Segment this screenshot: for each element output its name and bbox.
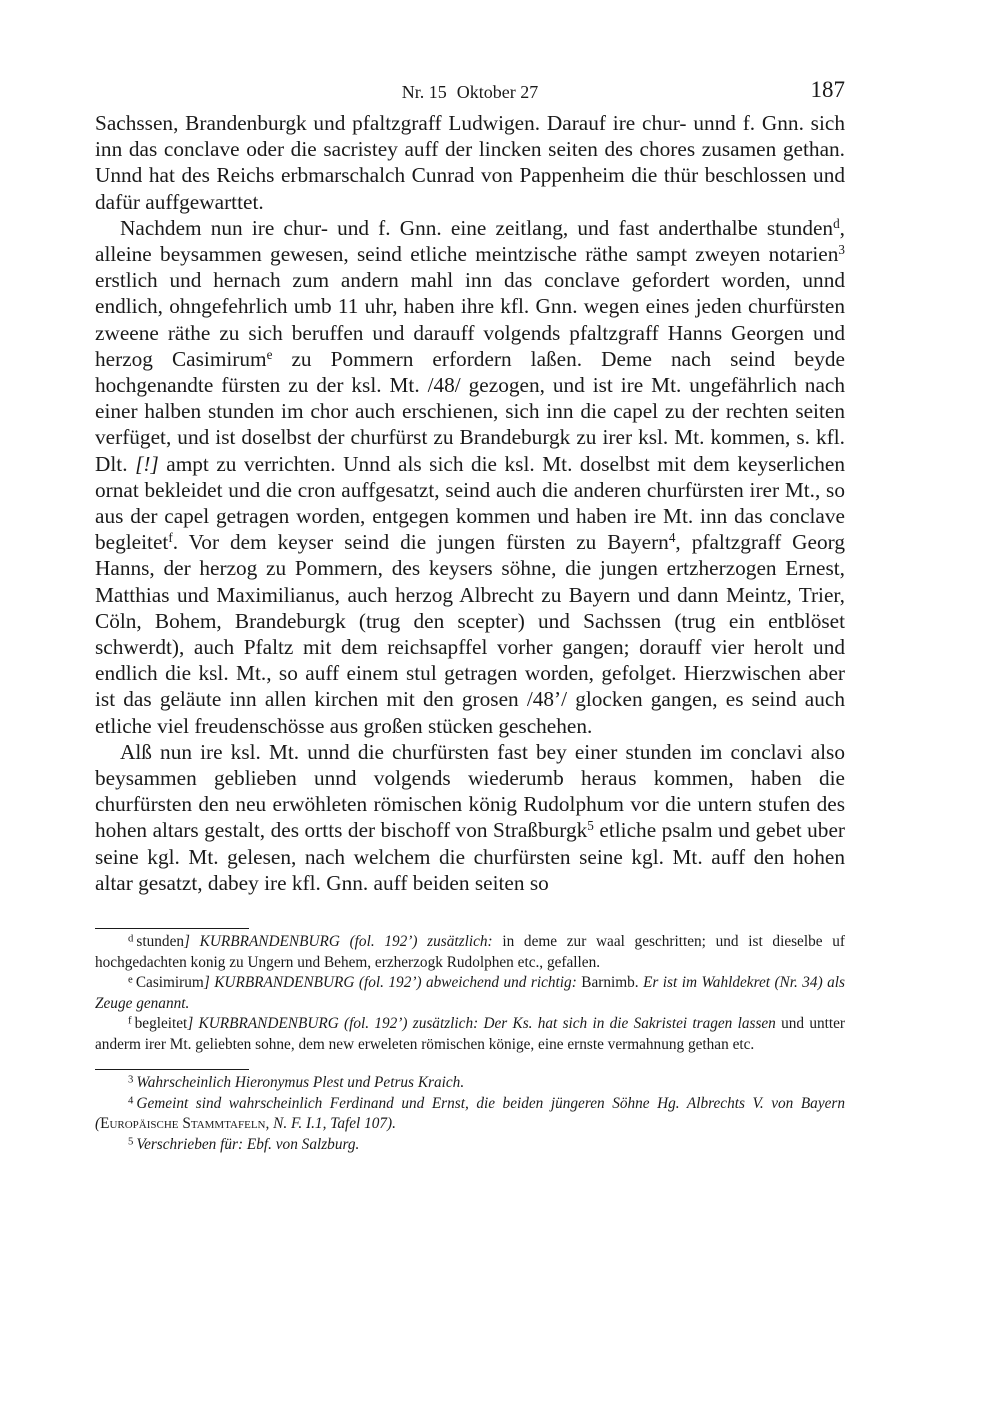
- editorial-mark: [!]: [135, 451, 159, 476]
- paragraph-text: , pfaltzgraff Georg Hanns, der herzog zu Pommern, des keysers söhne, die jungen ertzherzogen Ernest, Matthias und Maximilianus, auch herzog Albrecht zu Bayern und dann Meintz, Trier, Cöln, Bohem, Brandeburgk (trug den scepter) und Sachssen (trug ein entblöset schwerdt), auch Pfaltz mit dem reichsapffel vorher gangen; dorauff vier herolt und endlich die ksl. Mt., so auff einem stul getragen worden, gefolget. Hierzwischen aber ist das geläute inn allen kirchen mit den grosen /48’/ glocken gangen, es seind auch etliche viel freudenschösse aus großen stücken geschehen.: [95, 530, 846, 738]
- running-head-date: Oktober 27: [456, 82, 539, 102]
- note-italic: KURBRANDENBURG (fol. 192’) abweichend und richtig:: [214, 974, 577, 992]
- note-italic: Gemeint sind wahrscheinlich Ferdinand und Ernst, die beiden jüngeren Söhne Hg. Albrechts V. von Bayern (: [95, 1094, 845, 1133]
- note-mark: e: [128, 973, 133, 986]
- note-mark: 4: [128, 1094, 134, 1107]
- note-mark: 3: [128, 1073, 134, 1086]
- footnote-rule: [95, 1069, 249, 1070]
- note-lemma: Casimirum: [135, 974, 204, 992]
- note-smallcaps: Europäische Stammtafeln: [100, 1115, 266, 1133]
- note-italic: Verschrieben für: Ebf. von Salzburg.: [136, 1135, 360, 1153]
- running-head: [95, 82, 845, 103]
- paragraph: [95, 739, 845, 896]
- paragraph-text: zu Pommern erfordern laßen. Deme nach seind beyde hochgenandte fürsten zu der ksl. Mt. /48/ gezogen, und ist ire Mt. ungefährlich nach einer halben stunden im chor auch erschienen, sich inn die capel zu der rechten seiten verfüget, und ist doselbst der churfürst zu Brandeburgk zu irer ksl. Mt. kommen, s. kfl. Dlt.: [95, 346, 845, 476]
- note-bracket: ]: [184, 933, 190, 951]
- footnote-rule: [95, 928, 249, 929]
- note-text: Barnimb.: [576, 974, 644, 992]
- paragraph-text: Nachdem nun ire chur- und f. Gnn. eine zeitlang, und fast anderthalbe stunden: [120, 215, 834, 240]
- note-mark: 5: [128, 1135, 134, 1148]
- note-mark: f: [128, 1014, 132, 1027]
- page-header: [95, 74, 845, 110]
- paragraph: [95, 215, 845, 739]
- source-note: [95, 1135, 845, 1156]
- note-text: in deme zur waal geschritten; und ist dieselbe uf hochgedachten konig zu Ungern und Behem, erzherzogk Rudolphen etc., gefallen.: [95, 933, 845, 971]
- note-bracket: ]: [203, 974, 210, 992]
- text-note: [95, 932, 845, 973]
- note-lemma: begleitet: [134, 1015, 188, 1033]
- paragraph-text: etliche psalm und gebet uber seine kgl. Mt. gelesen, nach welchem die churfürsten seine kgl. Mt. auff den hohen altar gesatzt, dabey ire kfl. Gnn. auff beiden seiten so: [95, 818, 845, 895]
- note-mark: d: [128, 932, 134, 945]
- note-marker: 5: [587, 818, 594, 834]
- note-italic: , N. F. I.1, Tafel 107).: [265, 1115, 396, 1133]
- note-marker: f: [168, 530, 173, 545]
- note-italic: Er ist im Wahldekret (Nr. 34) als Zeuge genannt.: [95, 974, 845, 1012]
- source-note: [95, 1073, 845, 1094]
- note-bracket: ]: [187, 1015, 194, 1033]
- note-marker: 4: [668, 530, 676, 545]
- text-note: [95, 1014, 845, 1055]
- note-lemma: stunden: [136, 933, 185, 951]
- note-marker: d: [833, 215, 840, 231]
- source-note: [95, 1094, 845, 1135]
- paragraph-text: erstlich und hernach zum andern mahl inn das conclave gefordert worden, unnd endlich, ohngefehrlich umb 11 uhr, haben ihre kfl. Gnn. wegen eines jeden churfürsten zweene räthe zu sich beruffen und darauff volgends pfaltzgraff Hanns Georgen und herzog Casimirum: [95, 268, 845, 371]
- paragraph-text: ampt zu verrichten. Unnd als sich die ksl. Mt. doselbst mit dem keyserlichen ornat bekleidet und die cron auffgesatzt, seind auch die anderen churfürsten irer Mt., so aus der capel getragen worden, entgegen kommen und haben ire Mt. inn das conclave begleitet: [95, 451, 845, 555]
- note-marker: 3: [838, 241, 845, 257]
- text-notes: [95, 928, 845, 1155]
- paragraph-text: , alleine beysammen gewesen, seind etliche meintzische räthe sampt zweyen notarien: [95, 215, 845, 267]
- text-note: [95, 973, 845, 1014]
- paragraph: [95, 110, 845, 215]
- note-italic: Wahrscheinlich Hieronymus Plest und Petrus Kraich.: [136, 1074, 465, 1092]
- paragraph-text: Alß nun ire ksl. Mt. unnd die churfürsten fast bey einer stunden im conclavi also beysammen geblieben unnd volgends wiederumb heraus kommen, haben die churfürsten den neu erwöhleten römischen könig Rudolphum vor die untern stufen des hohen altars gestalt, des ortts der bischoff von Straßburgk: [95, 739, 845, 843]
- note-text: und untter anderm irer Mt. geliebten sohne, dem new erweleten römischen könige, eine ernste vermahnung gethan etc.: [95, 1015, 846, 1053]
- running-head-number: Nr. 15: [401, 82, 447, 102]
- main-text: [95, 110, 845, 896]
- paragraph-text: Sachssen, Brandenburgk und pfaltzgraff Ludwigen. Darauf ire chur- unnd f. Gnn. sich inn das conclave oder die sacristey auff der lincken seiten des chores zusamen gethan. Unnd hat des Reichs erbmarschalch Cunrad von Pappenheim die thür beschlossen und dafür auffgewarttet.: [95, 111, 845, 214]
- note-italic: KURBRANDENBURG (fol. 192’) zusätzlich: Der Ks. hat sich in die Sakristei tragen lassen: [198, 1015, 776, 1033]
- page-number: 187: [810, 77, 845, 102]
- note-marker: e: [266, 346, 273, 362]
- note-italic: KURBRANDENBURG (fol. 192’) zusätzlich:: [199, 933, 493, 951]
- document-page: [95, 74, 845, 1155]
- paragraph-text: . Vor dem keyser seind die jungen fürsten zu Bayern: [172, 530, 669, 555]
